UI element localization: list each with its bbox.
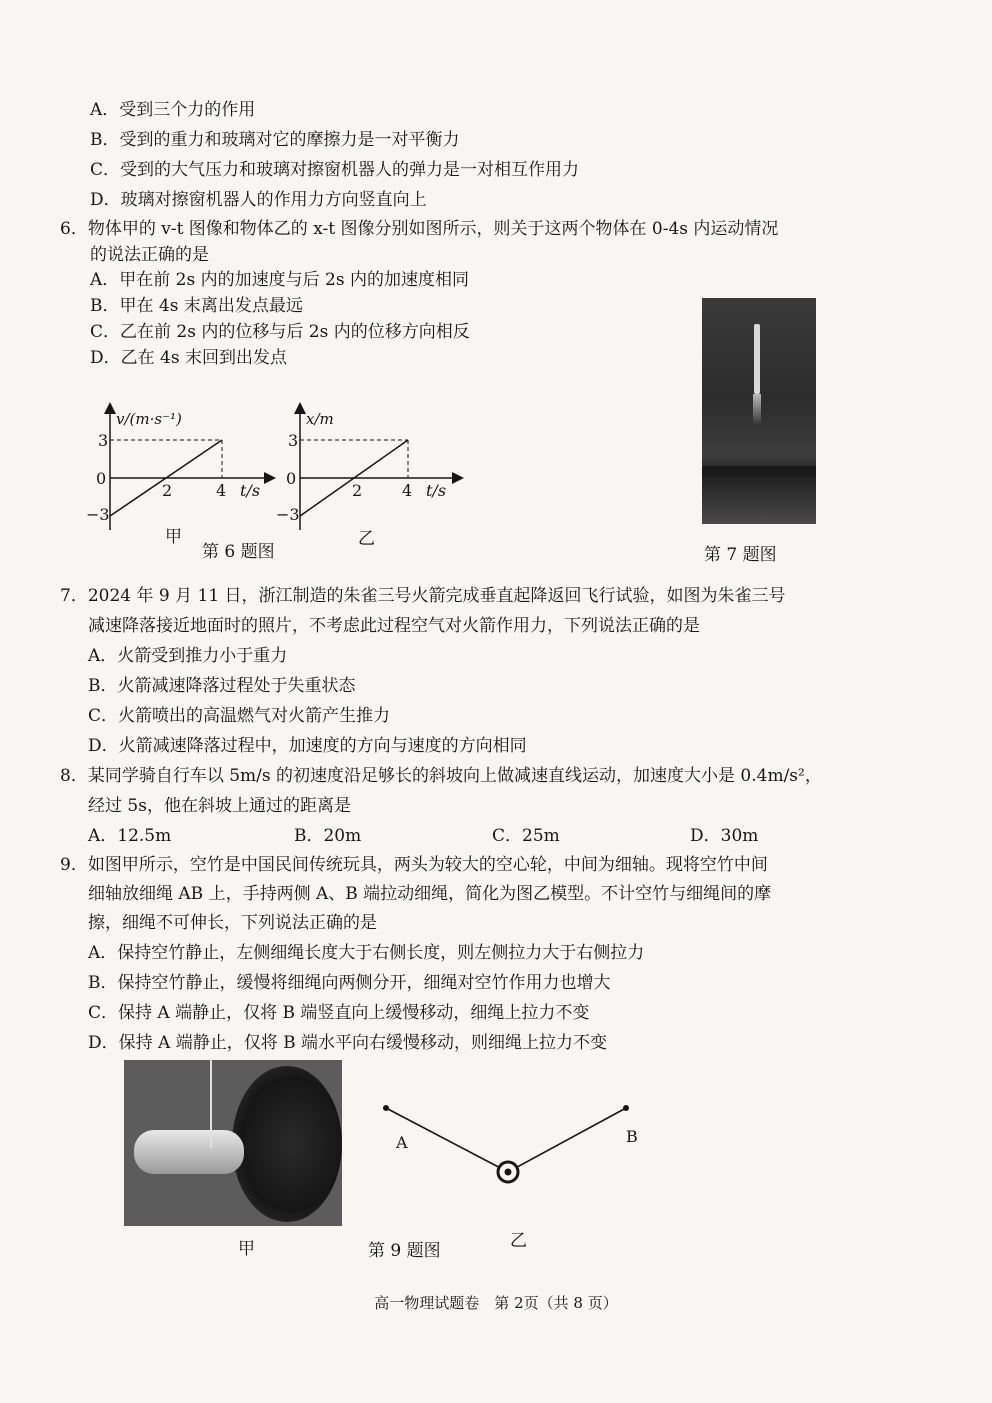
q9-figure-caption: 第 9 题图 [368, 1241, 441, 1261]
q9-stem-line2: 细轴放细绳 AB 上，手持两侧 A、B 端拉动细绳，简化为图乙模型。不计空竹与细绳间的摩 [88, 884, 772, 904]
y-tick-0: 0 [96, 469, 107, 488]
page-footer: 高一物理试题卷 第 2页（共 8 页） [374, 1294, 618, 1312]
q6-option-b: B．甲在 4s 末离出发点最远 [90, 296, 303, 316]
rocket-photo [702, 298, 816, 524]
q7-figure-caption: 第 7 题图 [704, 545, 777, 565]
x-tick-4: 4 [216, 481, 227, 500]
q6-option-d: D．乙在 4s 末回到出发点 [90, 348, 287, 368]
q9-option-c: C．保持 A 端静止，仅将 B 端竖直向上缓慢移动，细绳上拉力不变 [88, 1003, 590, 1023]
rope-right [508, 1108, 626, 1172]
q8-option-c: C．25m [492, 826, 560, 846]
q9-stem-line1: 9．如图甲所示，空竹是中国民间传统玩具，两头为较大的空心轮，中间为细轴。现将空竹中间 [60, 855, 768, 875]
x-tick-4: 4 [402, 481, 413, 500]
q5-option-d: D．玻璃对擦窗机器人的作用力方向竖直向上 [90, 190, 427, 210]
diabolo-axle [134, 1130, 244, 1174]
q9-option-a: A．保持空竹静止，左侧细绳长度大于右侧长度，则左侧拉力大于右侧拉力 [88, 943, 645, 963]
q7-option-a: A．火箭受到推力小于重力 [88, 646, 288, 666]
y-tick-neg3: −3 [276, 505, 300, 524]
q7-stem-line2: 减速降落接近地面时的照片，不考虑此过程空气对火箭作用力，下列说法正确的是 [88, 616, 700, 636]
q5-option-b: B．受到的重力和玻璃对它的摩擦力是一对平衡力 [90, 130, 460, 150]
q9-label-yi: 乙 [510, 1231, 527, 1251]
diabolo-center [505, 1169, 512, 1176]
q6-figure-caption: 第 6 题图 [202, 542, 275, 562]
y-tick-0: 0 [286, 469, 297, 488]
q6-option-c: C．乙在前 2s 内的位移与后 2s 内的位移方向相反 [90, 322, 470, 342]
q7-option-d: D．火箭减速降落过程中，加速度的方向与速度的方向相同 [88, 736, 527, 756]
q8-stem-line1: 8．某同学骑自行车以 5m/s 的初速度沿足够长的斜坡向上做减速直线运动，加速度大小是 0.4m/s²， [60, 766, 822, 786]
q5-option-c: C．受到的大气压力和玻璃对擦窗机器人的弹力是一对相互作用力 [90, 160, 580, 180]
q9-stem-line3: 擦，细绳不可伸长，下列说法正确的是 [88, 913, 377, 933]
diabolo-model [370, 1090, 650, 1210]
graph-yi-label: 乙 [358, 529, 375, 549]
q8-stem-line2: 经过 5s，他在斜坡上通过的距离是 [88, 796, 351, 816]
y-axis-label: v/(m·s⁻¹) [116, 410, 182, 428]
ground-strip [702, 466, 816, 476]
q5-option-a: A．受到三个力的作用 [90, 100, 256, 120]
q6-stem-line2: 的说法正确的是 [90, 245, 209, 265]
point-a-label: A [396, 1133, 408, 1152]
x-axis-label: t/s [426, 481, 447, 500]
q7-stem-line1: 7．2024 年 9 月 11 日，浙江制造的朱雀三号火箭完成垂直起降返回飞行试验，如图为朱雀三号 [60, 586, 786, 606]
q9-label-jia: 甲 [238, 1239, 255, 1259]
point-b-label: B [626, 1127, 638, 1146]
q8-option-d: D．30m [690, 826, 759, 846]
string [210, 1060, 212, 1148]
q8-option-b: B．20m [294, 826, 362, 846]
y-tick-neg3: −3 [86, 505, 110, 524]
diabolo-photo [124, 1060, 342, 1226]
q9-option-d: D．保持 A 端静止，仅将 B 端水平向右缓慢移动，则细绳上拉力不变 [88, 1033, 608, 1053]
x-tick-2: 2 [352, 481, 363, 500]
x-axis-label: t/s [240, 481, 261, 500]
y-axis-label: x/m [306, 410, 334, 428]
x-tick-2: 2 [162, 481, 173, 500]
rocket-shape [754, 324, 760, 394]
q8-option-a: A．12.5m [88, 826, 172, 846]
y-tick-3: 3 [288, 431, 299, 450]
q6-stem-line1: 6．物体甲的 v-t 图像和物体乙的 x-t 图像分别如图所示，则关于这两个物体在 0-4s 内运动情况 [60, 219, 779, 239]
q7-option-b: B．火箭减速降落过程处于失重状态 [88, 676, 356, 696]
q9-option-b: B．保持空竹静止，缓慢将细绳向两侧分开，细绳对空竹作用力也增大 [88, 973, 611, 993]
q7-option-c: C．火箭喷出的高温燃气对火箭产生推力 [88, 706, 391, 726]
graph-jia-label: 甲 [165, 527, 182, 547]
rocket-exhaust [753, 394, 761, 424]
y-tick-3: 3 [98, 431, 109, 450]
q6-option-a: A．甲在前 2s 内的加速度与后 2s 内的加速度相同 [90, 270, 469, 290]
diabolo-wheel [232, 1066, 342, 1222]
